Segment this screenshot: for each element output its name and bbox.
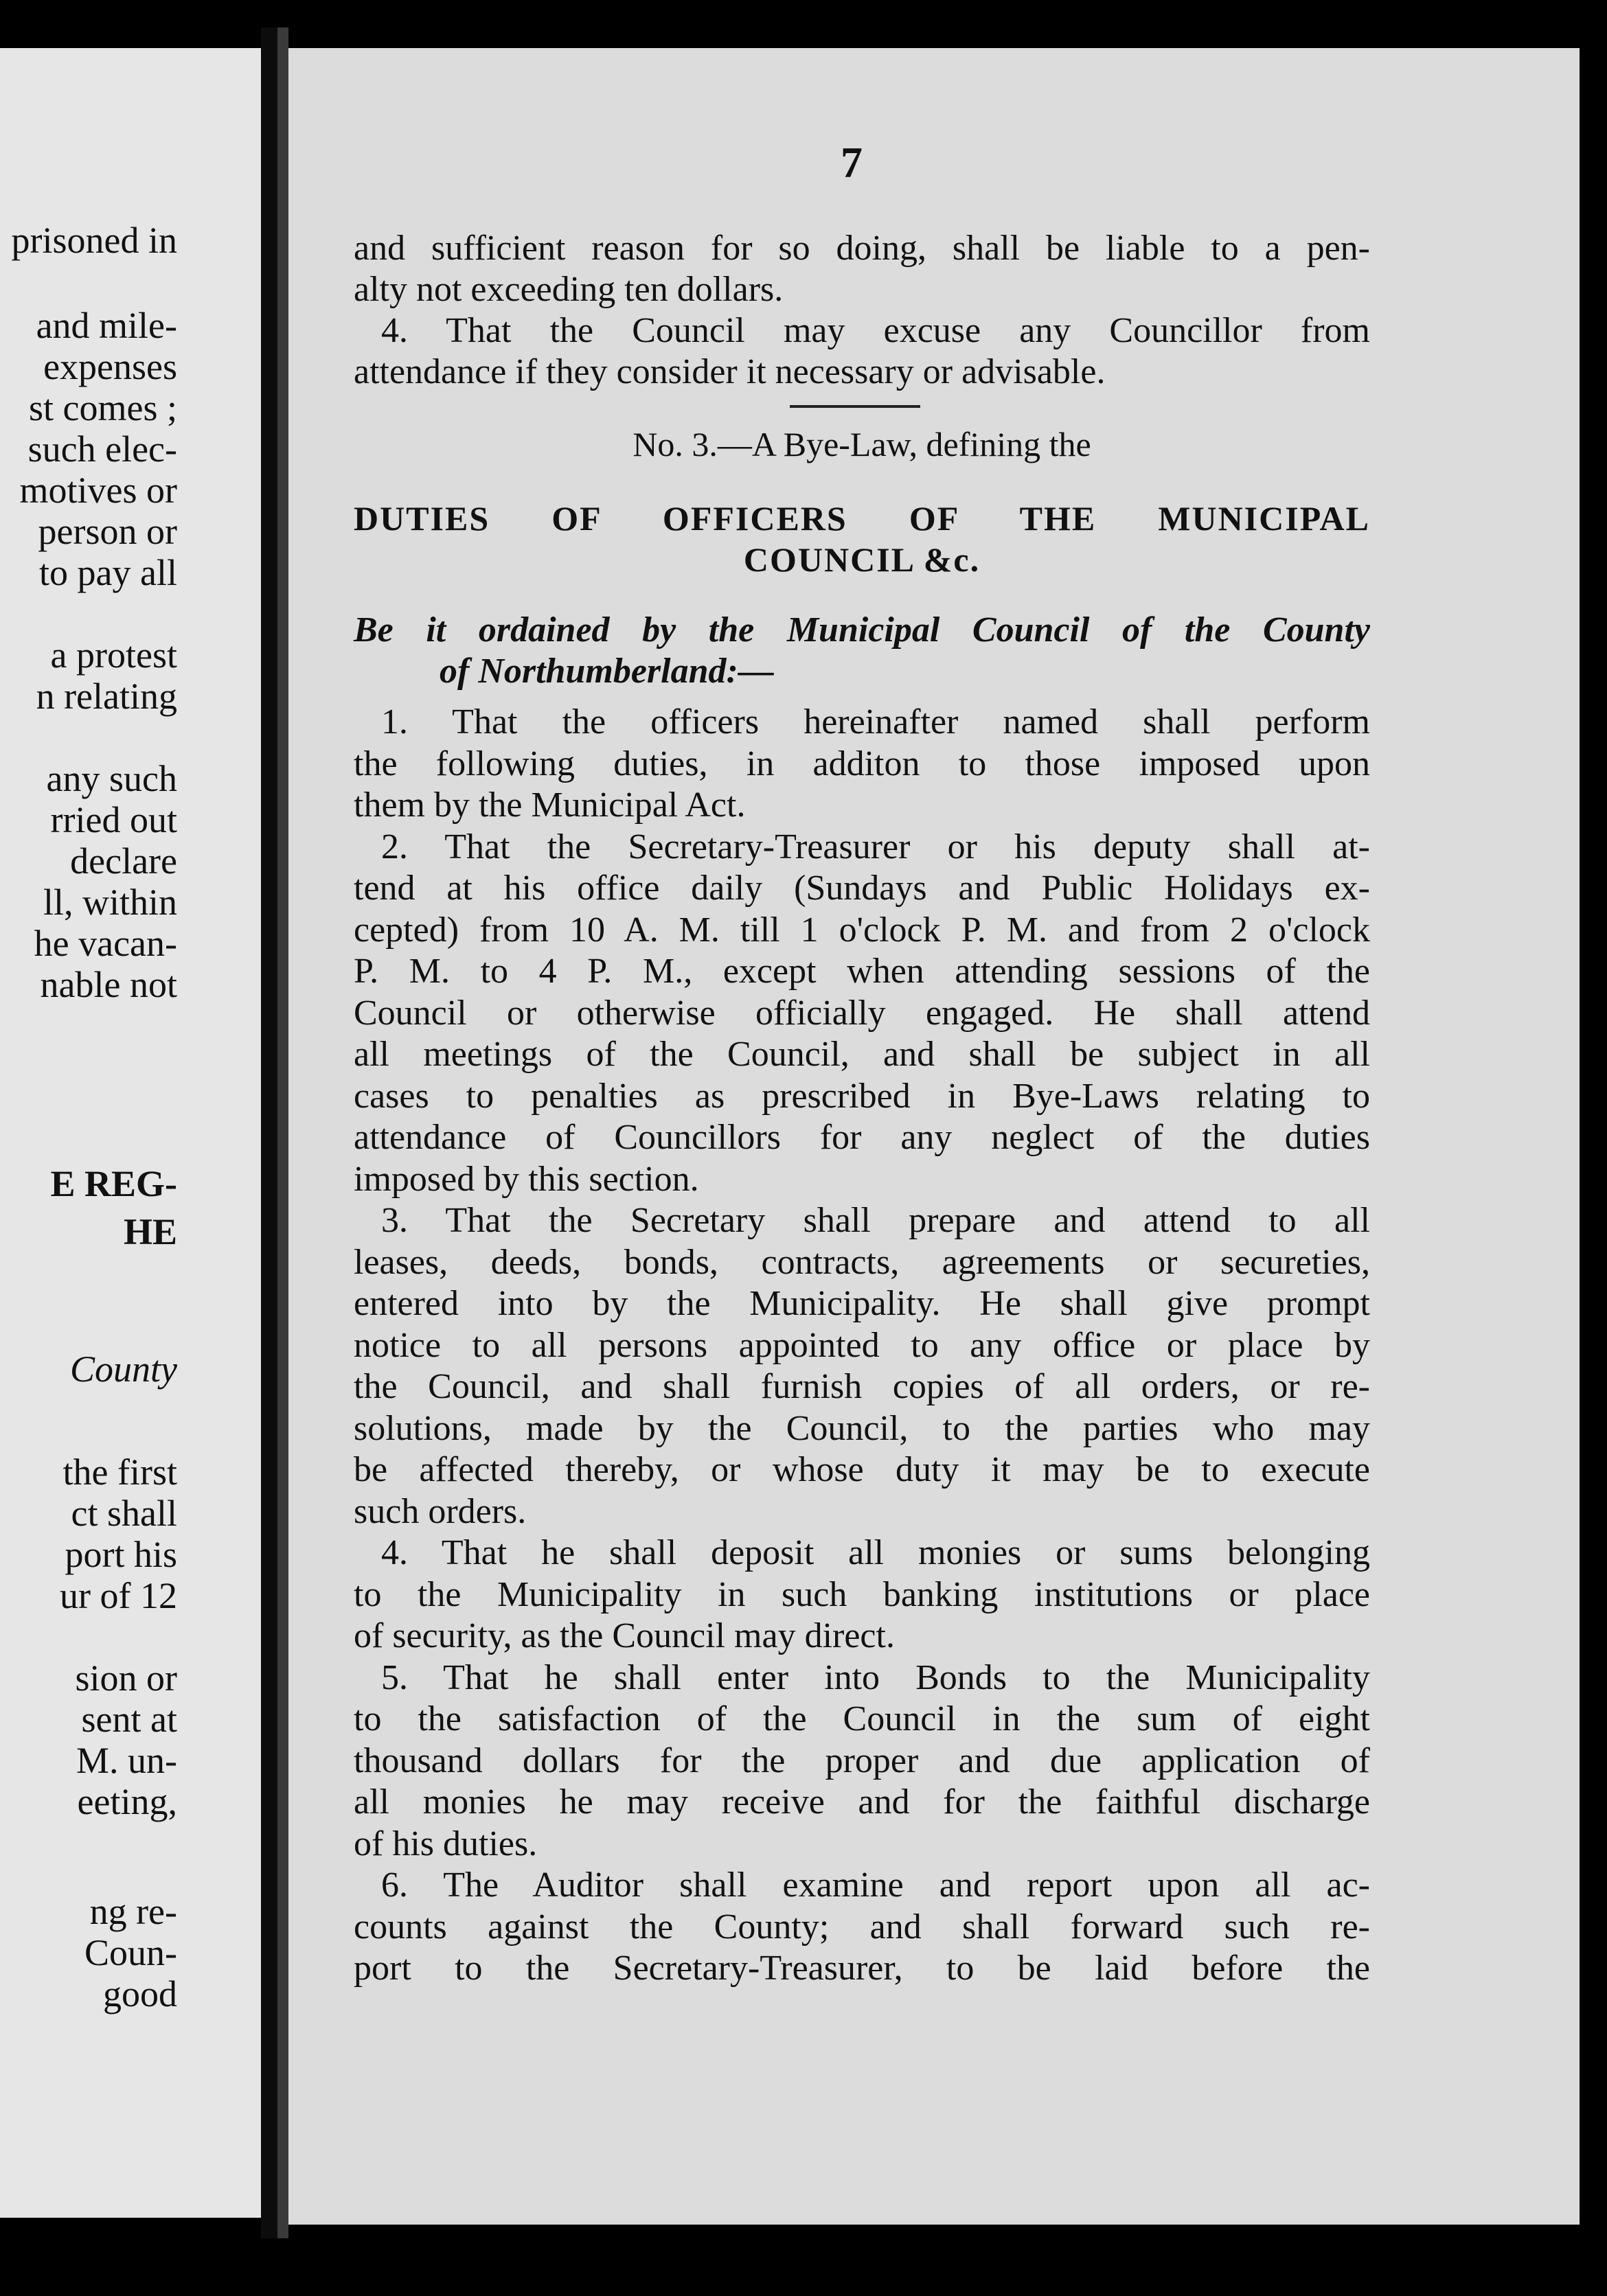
left-fragment-line: such elec- [27,428,177,470]
section-line: cases to penalties as prescribed in Bye-Laws relating to [354,1077,1370,1116]
left-fragment-line: motives or [19,470,177,511]
section-first-line: 6. The Auditor shall examine and report upon all ac- [381,1866,1370,1905]
left-fragment-line: ll, within [43,882,177,923]
left-fragment-line: HE [123,1211,177,1252]
enacting-clause-line: Be it ordained by the Municipal Council of the County [354,610,1370,650]
bylaw-title-line: COUNCIL &c. [743,540,981,579]
left-fragment-line: E REG- [50,1163,177,1204]
section-line: Council or otherwise officially engaged. He shall attend [354,994,1370,1033]
section-line: P. M. to 4 P. M., except when attending sessions of the [354,952,1370,991]
section-line: solutions, made by the Council, to the parties who may [354,1409,1370,1448]
section-line: all meetings of the Council, and shall be subject in all [354,1035,1370,1074]
section-line: entered into by the Municipality. He shall give prompt [354,1284,1370,1323]
section-line: leases, deeds, bonds, contracts, agreements or secureties, [354,1243,1370,1282]
left-fragment-line: and mile- [36,305,177,346]
left-page-fragment [0,48,261,2218]
left-fragment-line: ng re- [89,1891,177,1932]
left-fragment-line: rried out [50,799,177,840]
section-line: port to the Secretary-Treasurer, to be laid before the [354,1949,1370,1988]
page-number: 7 [841,138,863,187]
section-line: to the satisfaction of the Council in the sum of eight [354,1699,1370,1738]
left-fragment-line: n relating [36,676,177,717]
book-gutter [261,27,277,2238]
section-line: of security, as the Council may direct. [354,1616,895,1655]
section-line: the Council, and shall furnish copies of all orders, or re- [354,1367,1370,1406]
section-first-line: 4. That he shall deposit all monies or sums belonging [381,1533,1370,1572]
text-line: 4. That the Council may excuse any Councillor from [381,311,1370,350]
section-line: such orders. [354,1492,527,1531]
left-fragment-line: M. un- [76,1740,177,1781]
left-fragment-line: nable not [40,964,177,1005]
left-fragment-line: ur of 12 [60,1575,177,1616]
left-fragment-line: County [70,1348,177,1390]
text-line: and sufficient reason for so doing, shall be liable to a pen- [354,229,1370,268]
section-line: attendance of Councillors for any neglect of the duties [354,1118,1370,1157]
section-line: them by the Municipal Act. [354,785,746,825]
left-fragment-line: the first [62,1451,177,1493]
left-fragment-line: declare [70,840,177,882]
text-line: attendance if they consider it necessary or advisable. [354,352,1106,391]
section-line: of his duties. [354,1824,538,1863]
left-fragment-line: Coun- [84,1932,177,1973]
left-fragment-line: sent at [81,1699,177,1740]
book-gutter-shadow [277,27,288,2238]
section-line: imposed by this section. [354,1160,699,1199]
left-fragment-line: prisoned in [11,220,177,261]
section-first-line: 1. That the officers hereinafter named shall perform [381,702,1370,742]
left-fragment-line: ct shall [71,1493,177,1534]
enacting-clause-line: of Northumberland:— [440,652,774,691]
section-line: all monies he may receive and for the faithful discharge [354,1782,1370,1822]
left-fragment-line: sion or [75,1657,177,1699]
left-fragment-line: any such [46,758,177,799]
left-fragment-line: to pay all [39,552,177,593]
section-first-line: 5. That he shall enter into Bonds to the Municipality [381,1658,1370,1697]
left-fragment-line: st comes ; [29,387,177,428]
section-line: to the Municipality in such banking institutions or place [354,1575,1370,1614]
left-fragment-line: person or [38,511,177,552]
section-first-line: 3. That the Secretary shall prepare and attend to all [381,1201,1370,1240]
section-line: counts against the County; and shall forward such re- [354,1907,1370,1947]
section-line: the following duties, in additon to those imposed upon [354,744,1370,783]
section-line: notice to all persons appointed to any office or place by [354,1326,1370,1365]
section-line: be affected thereby, or whose duty it may be to execute [354,1450,1370,1489]
left-fragment-line: good [103,1973,177,2014]
section-line: tend at his office daily (Sundays and Public Holidays ex- [354,869,1370,908]
left-fragment-line: expenses [43,346,177,387]
text-line: alty not exceeding ten dollars. [354,270,784,309]
bylaw-heading: No. 3.—A Bye-Law, defining the [632,425,1091,463]
left-fragment-line: port his [65,1534,177,1575]
section-first-line: 2. That the Secretary-Treasurer or his deputy shall at- [381,827,1370,866]
section-divider-rule [790,405,920,408]
section-line: thousand dollars for the proper and due application of [354,1741,1370,1780]
left-fragment-line: eeting, [77,1781,177,1822]
left-fragment-line: a protest [50,634,177,676]
left-fragment-line: he vacan- [34,923,177,964]
section-line: cepted) from 10 A. M. till 1 o'clock P. M. and from 2 o'clock [354,910,1370,950]
bylaw-title-line: DUTIES OF OFFICERS OF THE MUNICIPAL [354,499,1370,538]
